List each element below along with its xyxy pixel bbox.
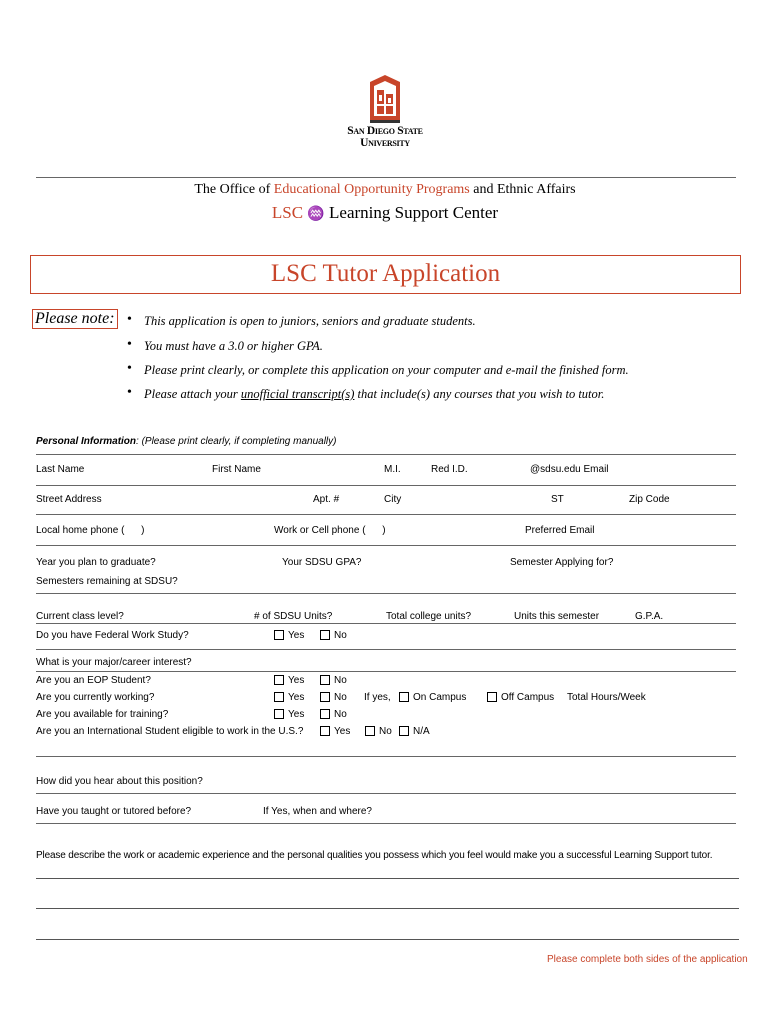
working-yes[interactable] (274, 692, 304, 704)
rule-7 (36, 649, 736, 650)
no-label: No (334, 709, 347, 720)
rule-9 (36, 756, 736, 757)
preferred-email-field[interactable]: Preferred Email (525, 525, 595, 536)
office-highlight: Educational Opportunity Programs (273, 182, 470, 197)
yes-label: Yes (288, 630, 305, 641)
eop-no[interactable] (320, 675, 347, 687)
training-yes[interactable] (274, 709, 304, 721)
lsc-short: LSC (271, 203, 304, 222)
when-where-field[interactable]: If Yes, when and where? (263, 806, 372, 817)
checkbox[interactable] (399, 726, 409, 736)
logo-line2: University (360, 137, 410, 149)
footer-note: Please complete both sides of the application (547, 954, 748, 965)
email-field[interactable]: @sdsu.edu Email (530, 464, 609, 475)
checkbox[interactable] (274, 630, 284, 640)
last-name-field[interactable]: Last Name (36, 464, 85, 475)
first-name-field[interactable]: First Name (212, 464, 261, 475)
street-address-field[interactable]: Street Address (36, 494, 102, 505)
office-prefix: The Office of (194, 182, 274, 197)
international-yes[interactable] (320, 726, 350, 738)
eop-label: Are you an EOP Student? (36, 675, 151, 686)
gpa-field[interactable]: Your SDSU GPA? (282, 557, 362, 568)
checkbox[interactable] (487, 692, 497, 702)
no-label: No (334, 675, 347, 686)
semesters-remaining-field[interactable]: Semesters remaining at SDSU? (36, 576, 178, 587)
training-label: Are you available for training? (36, 709, 169, 720)
local-phone-field[interactable]: Local home phone ( ) (36, 525, 145, 536)
note-bullet-3: • Please print clearly, or complete this application on your computer and e-mail the finished form. (144, 363, 629, 378)
answer-line-2[interactable] (36, 908, 739, 909)
rule-11 (36, 823, 736, 824)
eop-yes[interactable] (274, 675, 304, 687)
page-title: LSC Tutor Application (270, 260, 501, 287)
no-label: No (334, 692, 347, 703)
rule-4 (36, 545, 736, 546)
hear-field[interactable]: How did you hear about this position? (36, 776, 203, 787)
work-study-no[interactable] (320, 630, 347, 642)
on-campus-label: On Campus (413, 692, 467, 703)
checkbox[interactable] (320, 630, 330, 640)
office-line (0, 182, 770, 198)
zip-field[interactable]: Zip Code (629, 494, 670, 505)
apt-field[interactable]: Apt. # (313, 494, 340, 505)
checkbox[interactable] (274, 709, 284, 719)
sdsu-units-field[interactable]: # of SDSU Units? (254, 611, 333, 622)
rule-10 (36, 793, 736, 794)
international-label: Are you an International Student eligible to work in the U.S.? (36, 726, 304, 737)
rule-1 (36, 454, 736, 455)
gpa-column-field[interactable]: G.P.A. (635, 611, 664, 622)
logo-line1: San Diego State (347, 125, 423, 137)
total-hours-field[interactable]: Total Hours/Week (567, 692, 646, 703)
major-field[interactable]: What is your major/career interest? (36, 657, 192, 668)
city-field[interactable]: City (384, 494, 402, 505)
rule-6 (36, 623, 736, 624)
class-level-field[interactable]: Current class level? (36, 611, 124, 622)
if-yes-label: If yes, (364, 692, 391, 703)
rule-5 (36, 593, 736, 594)
no-label: No (334, 630, 347, 641)
work-study-yes[interactable] (274, 630, 304, 642)
describe-prompt: Please describe the work or academic experience and the personal qualities you possess which you feel would make you a successful Learning Support tutor. (36, 850, 713, 861)
wave-icon: ♒ (307, 207, 325, 222)
rule-2 (36, 485, 736, 486)
answer-line-1[interactable] (36, 878, 739, 879)
off-campus-option[interactable] (487, 692, 554, 704)
lsc-line (0, 203, 770, 223)
yes-label: Yes (288, 709, 305, 720)
off-campus-label: Off Campus (501, 692, 555, 703)
checkbox[interactable] (320, 709, 330, 719)
international-no[interactable] (365, 726, 392, 738)
checkbox[interactable] (399, 692, 409, 702)
yes-label: Yes (334, 726, 351, 737)
checkbox[interactable] (365, 726, 375, 736)
rule-8 (36, 671, 736, 672)
title-box (30, 255, 741, 294)
checkbox[interactable] (320, 692, 330, 702)
note-b4-pre: Please attach your (144, 387, 241, 401)
no-label: No (379, 726, 392, 737)
mi-field[interactable]: M.I. (384, 464, 401, 475)
working-no[interactable] (320, 692, 347, 704)
work-study-label: Do you have Federal Work Study? (36, 630, 189, 641)
yes-label: Yes (288, 692, 305, 703)
personal-heading-rest: : (Please print clearly, if completing manually) (136, 436, 337, 447)
college-units-field[interactable]: Total college units? (386, 611, 472, 622)
checkbox[interactable] (320, 726, 330, 736)
transcript-link: unofficial transcript(s) (240, 387, 355, 401)
note-bullet-1: • This application is open to juniors, seniors and graduate students. (144, 314, 476, 329)
na-label: N/A (413, 726, 430, 737)
header-rule (36, 177, 736, 178)
rule-3 (36, 514, 736, 515)
personal-heading-bold: Personal Information (36, 436, 137, 447)
note-bullet-2: • You must have a 3.0 or higher GPA. (144, 339, 323, 354)
checkbox[interactable] (274, 675, 284, 685)
red-id-field[interactable]: Red I.D. (431, 464, 468, 475)
checkbox[interactable] (274, 692, 284, 702)
personal-heading (36, 436, 336, 447)
sdsu-logo (330, 74, 440, 154)
international-na[interactable] (399, 726, 430, 738)
work-phone-field[interactable]: Work or Cell phone ( ) (274, 525, 386, 536)
state-field[interactable]: ST (551, 494, 564, 505)
answer-line-3[interactable] (36, 939, 739, 940)
office-suffix: and Ethnic Affairs (469, 182, 576, 197)
on-campus-option[interactable] (399, 692, 466, 704)
note-bullet-4 (144, 387, 604, 402)
working-label: Are you currently working? (36, 692, 155, 703)
please-note-label: Please note: (35, 310, 115, 327)
semester-applying-field[interactable]: Semester Applying for? (510, 557, 614, 568)
yes-label: Yes (288, 675, 305, 686)
units-semester-field[interactable]: Units this semester (514, 611, 600, 622)
note-b4-post: that include(s) any courses that you wish to tutor. (354, 387, 605, 401)
training-no[interactable] (320, 709, 347, 721)
grad-year-field[interactable]: Year you plan to graduate? (36, 557, 156, 568)
lsc-name: Learning Support Center (329, 203, 499, 222)
taught-field[interactable]: Have you taught or tutored before? (36, 806, 192, 817)
sdsu-seal-icon (330, 74, 440, 130)
checkbox[interactable] (320, 675, 330, 685)
